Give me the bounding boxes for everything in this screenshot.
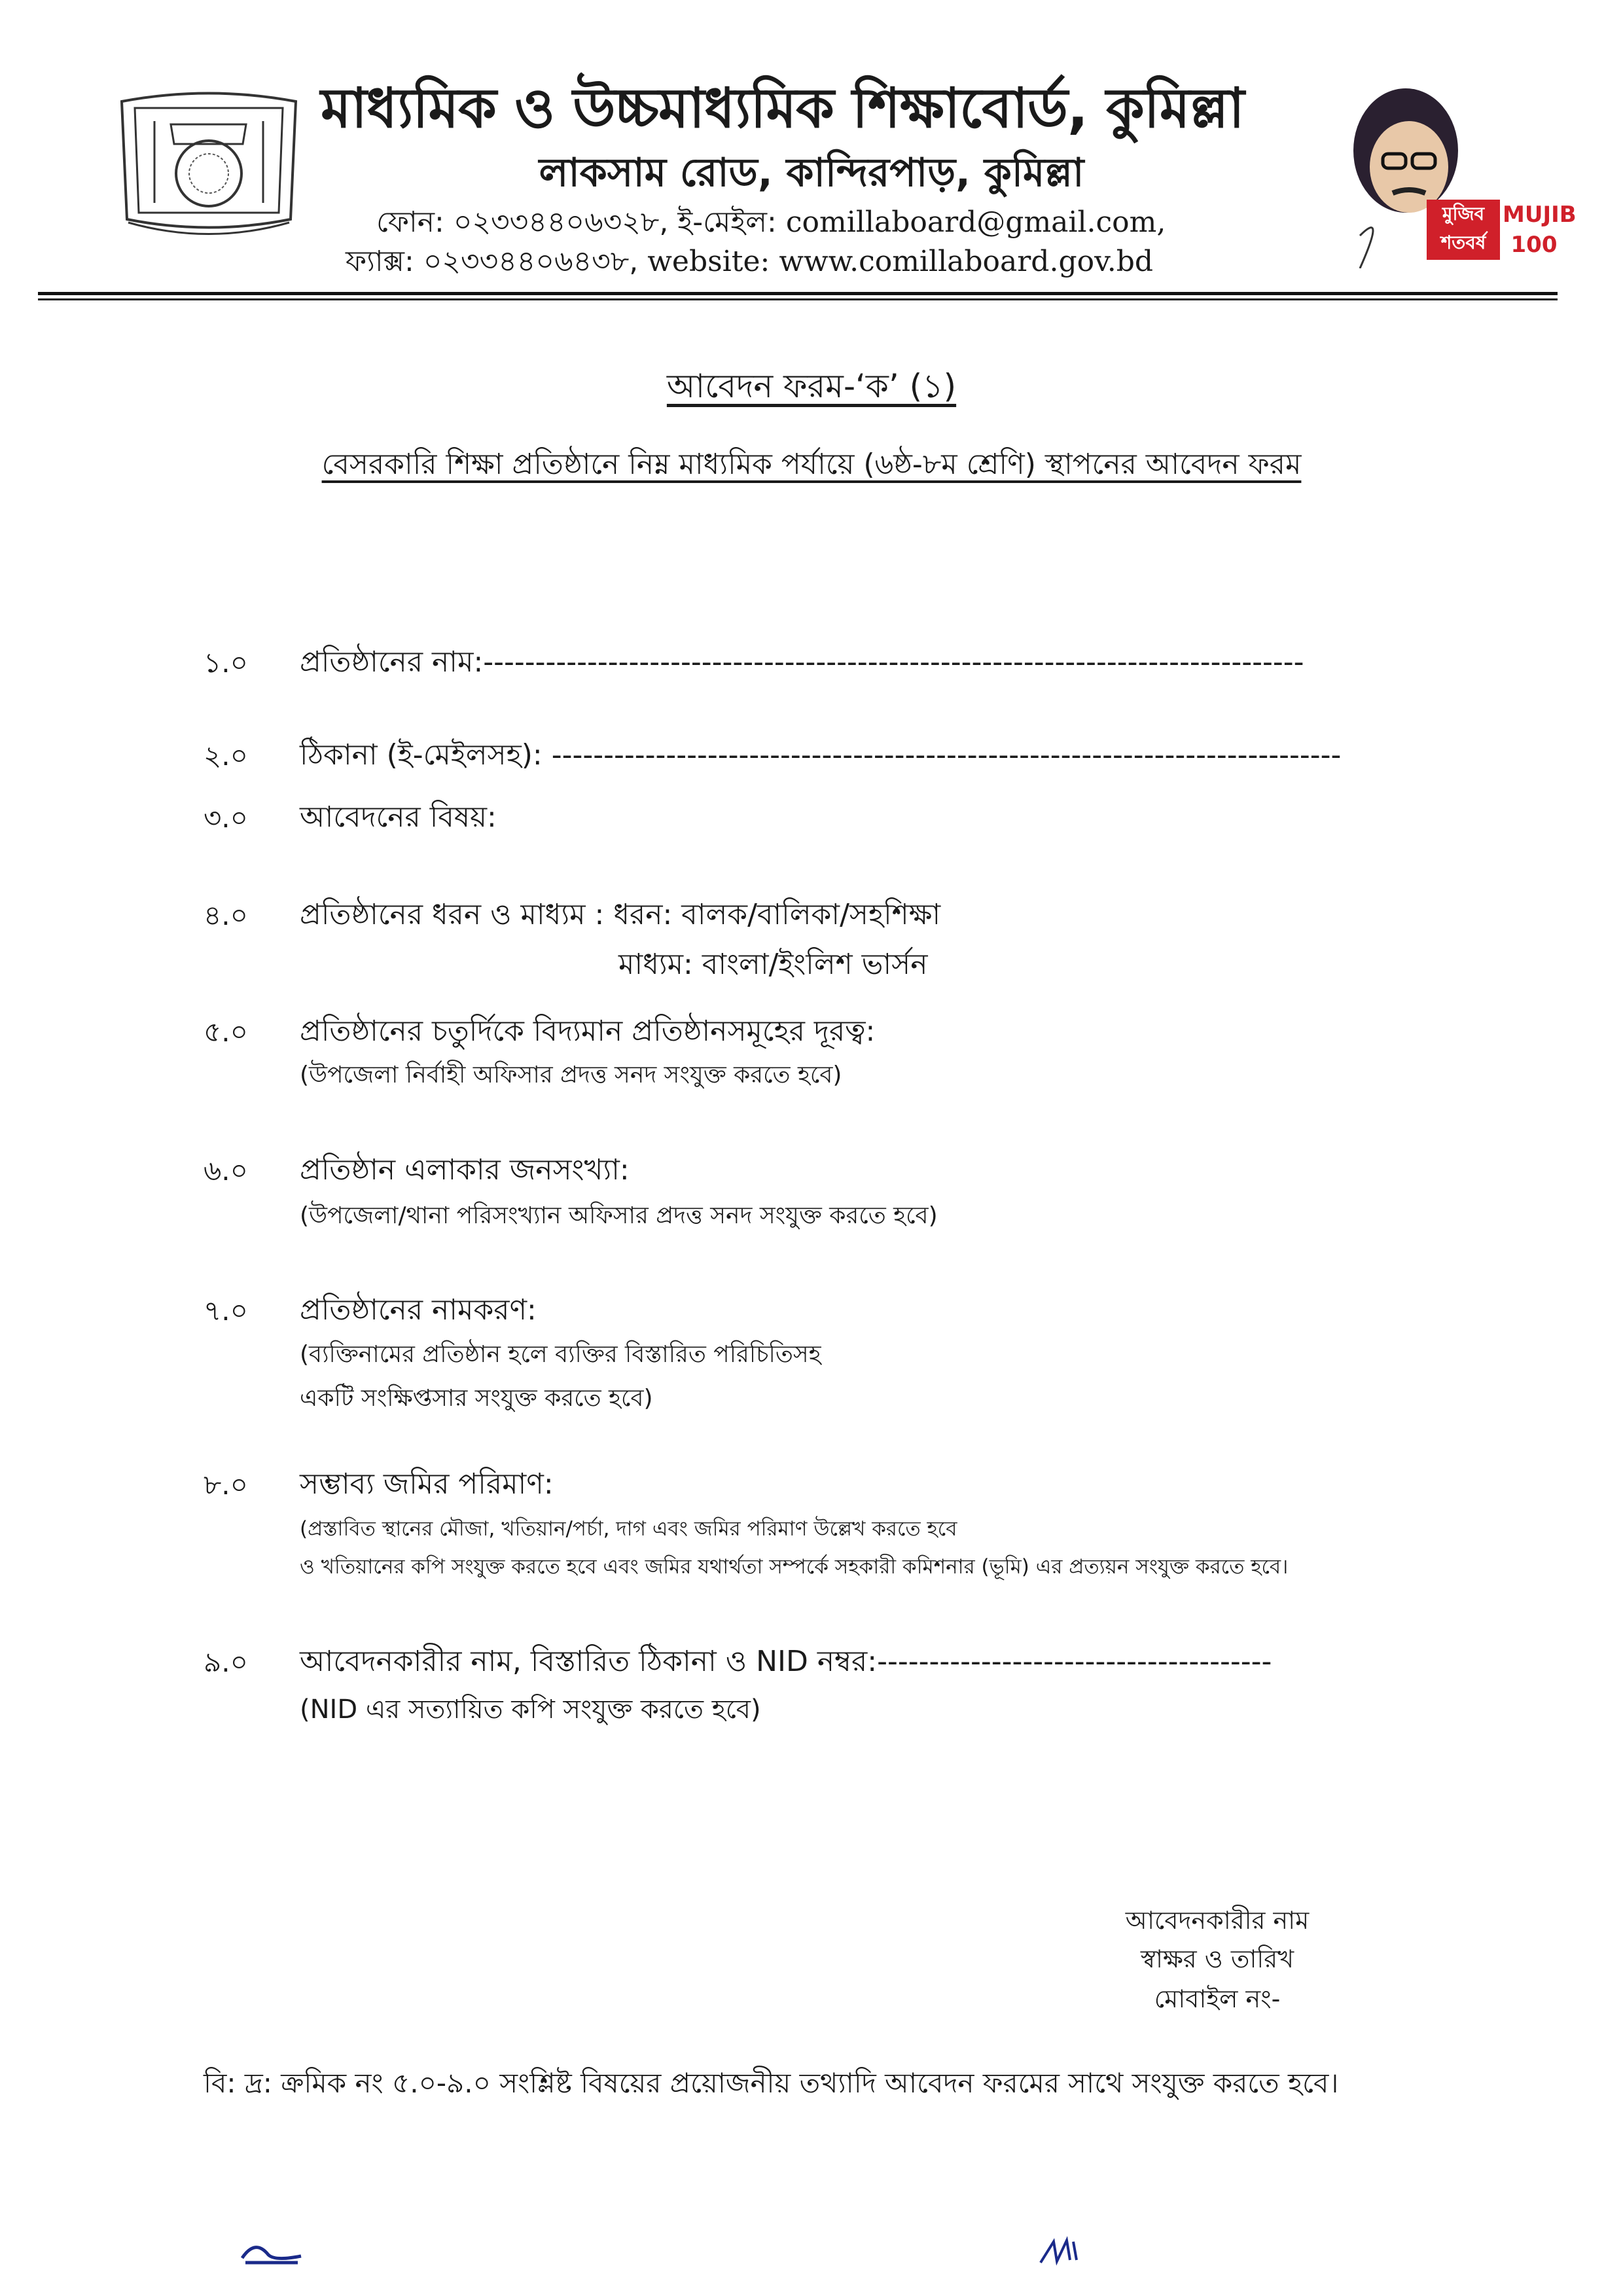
phone-email-label: ফোন: ০২৩৩৪৪০৬৩২৮, ই-মেইল: [376,206,777,239]
item-number: ৫.০ [204,1016,248,1048]
footnote: বি: দ্র: ক্রমিক নং ৫.০-৯.০ সংশ্লিষ্ট বিষয়ের প্রয়োজনীয় তথ্যাদি আবেদন ফরমের সাথে সংযুক্ত করতে হবে। [204,2067,1339,2099]
field-institution-name[interactable]: প্রতিষ্ঠানের নাম:------------------------------------------------------------------------------- [300,645,1304,679]
field-land-amount[interactable]: সম্ভাব্য জমির পরিমাণ: [300,1467,554,1501]
field-note: ও খতিয়ানের কপি সংযুক্ত করতে হবে এবং জমির যথার্থতা সম্পর্কে সহকারী কমিশনার (ভূমি) এর প্রত্যয়ন সংযুক্ত করতে হবে। [300,1555,1289,1579]
field-population[interactable]: প্রতিষ্ঠান এলাকার জনসংখ্যা: [300,1153,630,1187]
field-address[interactable]: ঠিকানা (ই-মেইলসহ): ---------------------------------------------------------------------------- [300,738,1342,772]
item-number: ১.০ [204,647,248,679]
field-note: (প্রস্তাবিত স্থানের মৌজা, খতিয়ান/পর্চা, দাগ এবং জমির পরিমাণ উল্লেখ করতে হবে [300,1517,957,1541]
field-subject[interactable]: আবেদনের বিষয়: [300,800,497,834]
initial-mark-icon [1037,2235,1083,2270]
board-title: মাধ্যমিক ও উচ্চমাধ্যমিক শিক্ষাবোর্ড, কুমিল্লা [321,76,1244,140]
mujib-badge-english: MUJIB 100 [1503,202,1577,258]
field-distance[interactable]: প্রতিষ্ঠানের চতুর্দিকে বিদ্যমান প্রতিষ্ঠানসমূহের দূরত্ব: [300,1014,876,1048]
item-number: ৪.০ [204,899,248,931]
field-medium: মাধ্যম: বাংলা/ইংলিশ ভার্সন [618,948,928,981]
item-number: ৬.০ [204,1155,248,1187]
website-link[interactable]: website: www.comillaboard.gov.bd [647,245,1154,278]
header-divider [38,292,1558,295]
field-note: একটি সংক্ষিপ্তসার সংযুক্ত করতে হবে) [300,1385,653,1412]
form-title-text: আবেদন ফরম-‘ক’ (১) [666,367,957,405]
field-note: (NID এর সত্যায়িত কপি সংযুক্ত করতে হবে) [300,1695,761,1725]
field-note: (ব্যক্তিনামের প্রতিষ্ঠান হলে ব্যক্তির বিস্তারিত পরিচিতিসহ [300,1341,821,1368]
signature-name-label: আবেদনকারীর নাম [1125,1906,1310,1935]
form-title [0,362,1623,416]
board-address: লাকসাম রোড, কান্দিরপাড়, কুমিল্লা [539,150,1084,196]
form-subtitle-text: বেসরকারি শিক্ষা প্রতিষ্ঠানে নিম্ন মাধ্যমিক পর্যায়ে (৬ষ্ঠ-৮ম শ্রেণি) স্থাপনের আবেদন ফরম [321,448,1302,481]
field-type-medium[interactable]: প্রতিষ্ঠানের ধরন ও মাধ্যম : ধরন: বালক/বালিকা/সহশিক্ষা [300,898,941,931]
header-divider-thin [38,298,1558,300]
form-subtitle [0,442,1623,490]
email-link[interactable]: comillaboard@gmail.com, [785,206,1166,239]
field-applicant-info[interactable]: আবেদনকারীর নাম, বিস্তারিত ঠিকানা ও NID নম্বর:-------------------------------------- [300,1645,1272,1678]
item-number: ৭.০ [204,1295,248,1327]
field-note: (উপজেলা নির্বাহী অফিসার প্রদত্ত সনদ সংযুক্ত করতে হবে) [300,1062,842,1088]
signature-mobile-label: মোবাইল নং- [1154,1984,1281,2013]
item-number: ৩.০ [204,802,248,834]
mujib-badge-bengali: মুজিব শতবর্ষ [1427,200,1500,260]
signature-date-label: স্বাক্ষর ও তারিখ [1140,1945,1294,1973]
item-number: ৯.০ [204,1646,248,1678]
field-naming[interactable]: প্রতিষ্ঠানের নামকরণ: [300,1293,537,1327]
field-note: (উপজেলা/থানা পরিসংখ্যান অফিসার প্রদত্ত সনদ সংযুক্ত করতে হবে) [300,1202,938,1229]
item-number: ২.০ [204,740,248,772]
initial-mark-icon [236,2235,308,2270]
contact-line-fax [346,240,1153,287]
item-number: ৮.০ [204,1469,248,1501]
fax-label: ফ্যাক্স: ০২৩৩৪৪০৬৪৩৮, [346,245,639,278]
